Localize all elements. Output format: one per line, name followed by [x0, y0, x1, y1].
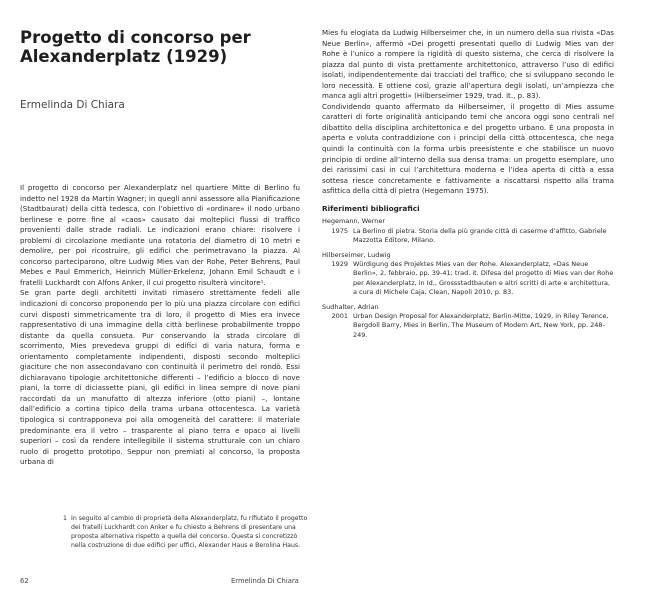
reference-author: Hilberseimer, Ludwig — [322, 250, 391, 259]
article-title: Progetto di concorso per Alexanderplatz (1929) — [20, 28, 251, 66]
reference-text: Urban Design Proposal for Alexanderplatz, Berlin-Mitte, 1929, in Riley Terence, Bergdoll Barry, Mies in Berlin, The Museum of Modern Art, New York, pp. 248-249. — [353, 312, 609, 339]
footnote-number: 1 — [63, 515, 67, 522]
reference-text: La Berlino di pietra. Storia della più grande città di caserme d’affitto, Gabriele Mazzotta Editore, Milano. — [353, 226, 607, 244]
article-author: Ermelinda Di Chiara — [20, 99, 125, 111]
left-column — [20, 183, 300, 468]
footnote — [63, 514, 311, 550]
page-number: 62 — [20, 577, 29, 585]
footnote-text: In seguito al cambio di proprietà della Alexanderplatz, fu rifiutato il progetto dei fratelli Luckhardt con Anker e fu chiesto a Behrens di presentare una proposta alternativa rispetto a quella del concorso. Questa si concretizzò nella costruzione di due edifici per uffici, Alexander Haus e Berolina Haus. — [71, 515, 308, 549]
paragraph-1: Il progetto di concorso per Alexanderplatz nel quartiere Mitte di Berlino fu indetto nel 1928 da Martin Wagner; in quegli anni assessore alla Pianificazione (Stadtbaurat) della città tedesca, con l’obiettivo di «ordinare» il nodo urbano berlinese e porre fine al «caos» causato dai molteplici flussi di traffico provenienti dalle strade radiali. Le indicazioni erano chiare: risolvere i problemi di circolazione mediante una rotatoria del diametro di 10 metri e demolire, per poi ricostruire, gli edifici che perimetravano la piazza. Al concorso parteciparono, oltre Ludwig Mies van der Rohe, Peter Behrens, Paul Mebes e Paul Emmerich, Heinrich Müller-Erkelenz, Johann Emil Schaudt e i fratelli Luckhardt con Alfons Anker, il cui progetto risulterà vincitore¹. — [20, 183, 300, 287]
running-footer-author: Ermelinda Di Chiara — [231, 577, 299, 585]
references-heading: Riferimenti bibliografici — [322, 203, 420, 213]
reference-author: Sudhalter, Adrian — [322, 302, 379, 311]
right-column — [322, 28, 614, 346]
reference-year: 2001 — [331, 312, 348, 321]
paragraph-3: Mies fu elogiata da Ludwig Hilberseimer che, in un numero della sua rivista «Das Neue Berlin», affermò «Dei progetti presentati quello di Ludwig Mies van der Rohe è l’unico a rompere la rigidità di questo sistema, che cerca di risolvere la piazza dal punto di vista prettamente architettonico, attraverso l’uso di edifici isolati, indipendentemente dai tracciati del traffico, che si sviluppano secondo le loro necessità. E ottiene così, grazie all’apertura degli isolati, un’ampiezza che manca agli altri progetti» (Hilberseimer 1929, trad. it., p. 83). — [322, 28, 614, 101]
reference-year: 1975 — [331, 226, 348, 235]
reference-item — [322, 303, 614, 340]
reference-item — [322, 251, 614, 297]
reference-year: 1929 — [331, 260, 348, 269]
reference-item — [322, 217, 614, 245]
paragraph-4: Condividendo quanto affermato da Hilberseimer, il progetto di Mies assume caratteri di forte originalità anticipando temi che ancora oggi sono centrali nel dibattito della disciplina architettonica e del progetto urbano. È una proposta in aperta e voluta contraddizione con i principi della città ottocentesca, che nega quindi la continuità con la forma urbis preesistente e che stabilisce un nuovo principio di ordine all’interno della sua densa trama: un progetto esemplare, uno dei rarissimi casi in cui l’architettura moderna e l’idea aperta di città a essa sottesa riesce concretamente e fattivamente a riscattarsi rispetto alla trama asfittica della città di pietra (Hegemann 1975). — [322, 101, 614, 196]
reference-author: Hegemann, Werner — [322, 217, 386, 226]
reference-text: Würdigung des Projektes Mies van der Rohe. Alexanderplatz, «Das Neue Berlin», 2, febbraio, pp. 39-41; trad. it. Difesa del progetto di Mies van der Rohe per Alexanderplatz, in Id., Grossstadtbauten e altri scritti di arte e architettura, a cura di Michele Caja, Clean, Napoli 2010, p. 83. — [353, 260, 614, 296]
paragraph-2: Se gran parte degli architetti invitati rimasero strettamente fedeli alle indicazioni di concorso proponendo per lo più una piazza circolare con edifici curvi disposti simmetricamente tra di loro, il progetto di Mies era invece rappresentativo di una immagine della città berlinese probabilmente troppo distante da quella consueta. Pur conservando la strada circolare di scorrimento, Mies prevedeva gruppi di edifici di varia natura, forma e orientamento completamente indipendenti, disposti secondo molteplici giaciture che non assecondavano con continuità il perimetro del rondò. Essi dichiaravano tipologie architettoniche differenti – l’edificio a blocco di nove piani, la torre di diciassette piani, gli edifici in linea sempre di nove piani raccordati da un manufatto di altezza inferiore (otto piani) –, lontane dall’edificio a cortina tipico della trama urbana ottocentesca. La varietà tipologica si contrapponeva poi alla omogeneità del carattere: il materiale predominante era il vetro – trasparente al piano terra e opaco ai livelli superiori – così da rendere intellegibile il sistema strutturale con un chiaro ruolo di progetto prototipo. Seppur non premiati al concorso, la proposta urbana di — [20, 288, 300, 467]
